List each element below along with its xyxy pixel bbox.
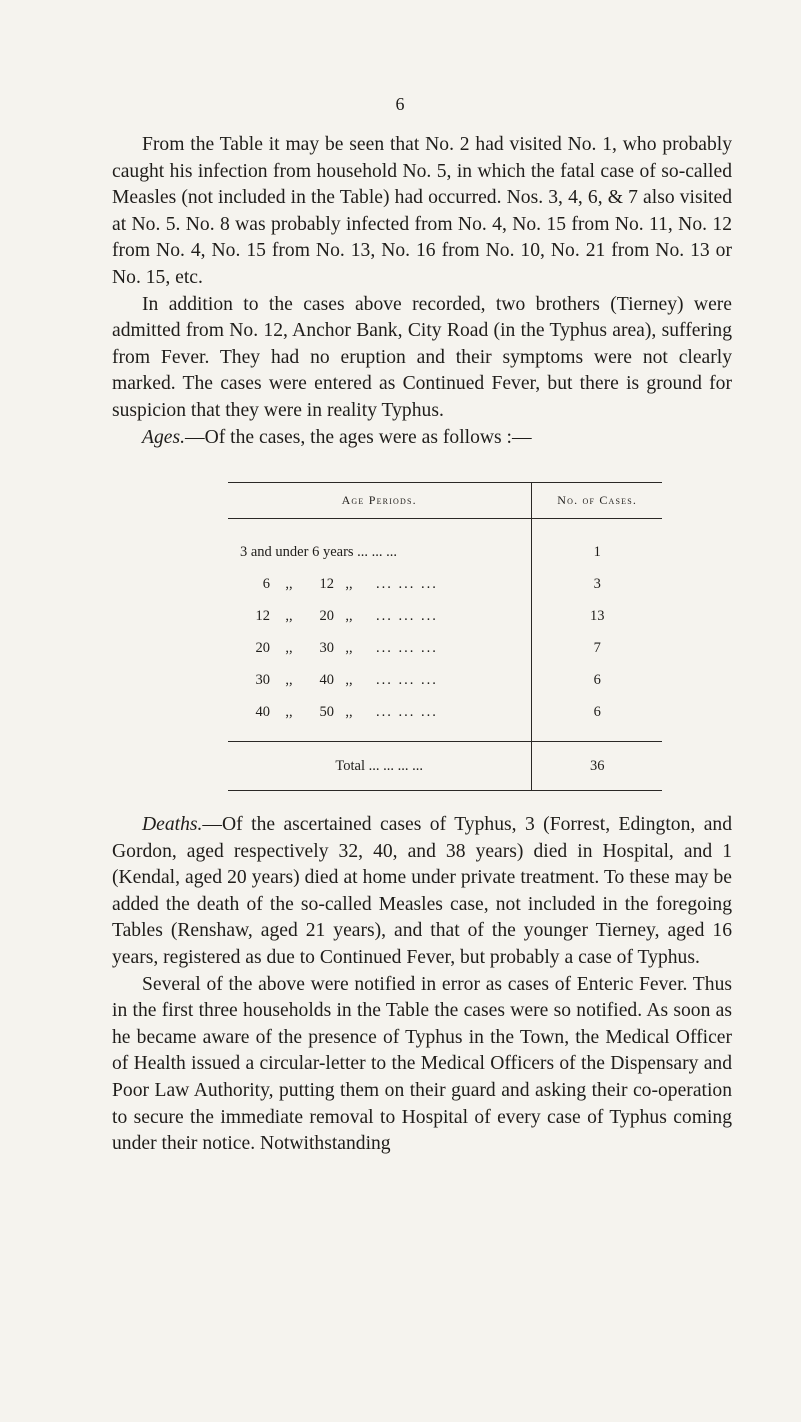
ditto-mark: ,, — [285, 639, 293, 656]
paragraph-lead: Ages. — [142, 426, 185, 448]
age-period-cell — [228, 519, 532, 569]
header-number-of-cases: No. of Cases. — [532, 483, 662, 519]
age-period-cell — [228, 600, 532, 632]
text-block-bottom — [112, 812, 732, 1158]
cases-cell: 6 — [593, 703, 601, 720]
ditto-mark: ,, — [345, 671, 353, 688]
paragraph-text: —Of the cases, the ages were as follows :— — [185, 426, 532, 448]
table-row — [228, 600, 662, 632]
table-total-row — [228, 742, 662, 791]
age-from: 20 — [255, 639, 270, 656]
age-period-cell — [228, 664, 532, 696]
cases-cell: 13 — [589, 607, 605, 624]
leader-dots: ... ... ... — [376, 671, 438, 688]
paragraph-ages — [112, 425, 732, 452]
header-age-periods: Age Periods. — [228, 483, 532, 519]
age-period-label: 3 and under 6 years ... ... ... — [240, 543, 398, 560]
age-period-cell — [228, 696, 532, 742]
leader-dots: ... ... ... — [376, 639, 438, 656]
table-header-row — [228, 483, 662, 519]
paragraph-tierney-brothers — [112, 292, 732, 425]
age-to: 20 — [319, 607, 334, 624]
total-label: Total ... ... ... ... — [228, 742, 532, 791]
paragraph-text: —Of the ascertained cases of Typhus, 3 (Forrest, Edington, and Gordon, aged respectively 32, 40, and 38 years) died in Hospital, and 1 (Kendal, aged 20 years) died at home under private treatment. To these may be added the death of the so-called Measles case, not included in the foregoing Tables (Renshaw, aged 21 years), and that of the younger Tierney, aged 16 years, registered as due to Continued Fever, but probably a case of Typhus. — [112, 814, 732, 968]
total-cases: 36 — [532, 742, 662, 791]
age-period-cell — [228, 632, 532, 664]
leader-dots: ... ... ... — [376, 703, 438, 720]
leader-dots: ... ... ... — [376, 575, 438, 592]
cases-cell: 7 — [593, 639, 601, 656]
ditto-mark: ,, — [345, 703, 353, 720]
paragraph-text: In addition to the cases above recorded, two brothers (Tierney) were admitted from No. 12, Anchor Bank, City Road (in the Typhus area), suffering from Fever. They had no eruption and their symptoms were not clearly marked. The cases were entered as Continued Fever, but there is ground for suspicion that they were in reality Typhus. — [112, 293, 732, 421]
age-from: 6 — [262, 575, 270, 592]
paragraph-text: Several of the above were notified in error as cases of Enteric Fever. Thus in the first three households in the Table the cases were so notified. As soon as he became aware of the presence of Typhus in the Town, the Medical Officer of Health issued a circular-letter to the Medical Officers of the Dispensary and Poor Law Authority, putting them on their guard and asking their co-operation to secure the immediate removal to Hospital of every case of Typhus coming under their notice. Notwithstanding — [112, 973, 732, 1155]
table-row — [228, 632, 662, 664]
ditto-mark: ,, — [285, 703, 293, 720]
age-from: 12 — [255, 607, 270, 624]
page-number: 6 — [395, 94, 406, 114]
text-block-top — [112, 132, 732, 451]
age-from: 30 — [255, 671, 270, 688]
ditto-mark: ,, — [345, 575, 353, 592]
table-row — [228, 568, 662, 600]
age-to: 12 — [319, 575, 334, 592]
age-period-cell — [228, 568, 532, 600]
paragraph-household-infection — [112, 132, 732, 292]
ditto-mark: ,, — [285, 607, 293, 624]
ditto-mark: ,, — [285, 671, 293, 688]
table-row — [228, 519, 662, 569]
age-to: 30 — [319, 639, 334, 656]
age-to: 40 — [319, 671, 334, 688]
cases-cell: 3 — [593, 575, 601, 592]
age-periods-table — [228, 482, 662, 791]
cases-cell: 6 — [593, 671, 601, 688]
paragraph-lead: Deaths. — [142, 814, 203, 835]
age-to: 50 — [319, 703, 334, 720]
paragraph-notification-errors — [112, 972, 732, 1158]
cases-cell: 1 — [593, 543, 601, 560]
paragraph-deaths — [112, 812, 732, 972]
ditto-mark: ,, — [285, 575, 293, 592]
paragraph-text: From the Table it may be seen that No. 2 had visited No. 1, who probably caught his infection from household No. 5, in which the fatal case of so-called Measles (not included in the Table) had occurred. Nos. 3, 4, 6, & 7 also visited at No. 5. No. 8 was probably infected from No. 4, No. 15 from No. 11, No. 12 from No. 4, No. 15 from No. 13, No. 16 from No. 10, No. 21 from No. 13 or No. 15, etc. — [112, 134, 732, 288]
ditto-mark: ,, — [345, 639, 353, 656]
table-row — [228, 696, 662, 742]
leader-dots: ... ... ... — [376, 607, 438, 624]
age-from: 40 — [255, 703, 270, 720]
table-row — [228, 664, 662, 696]
ditto-mark: ,, — [345, 607, 353, 624]
